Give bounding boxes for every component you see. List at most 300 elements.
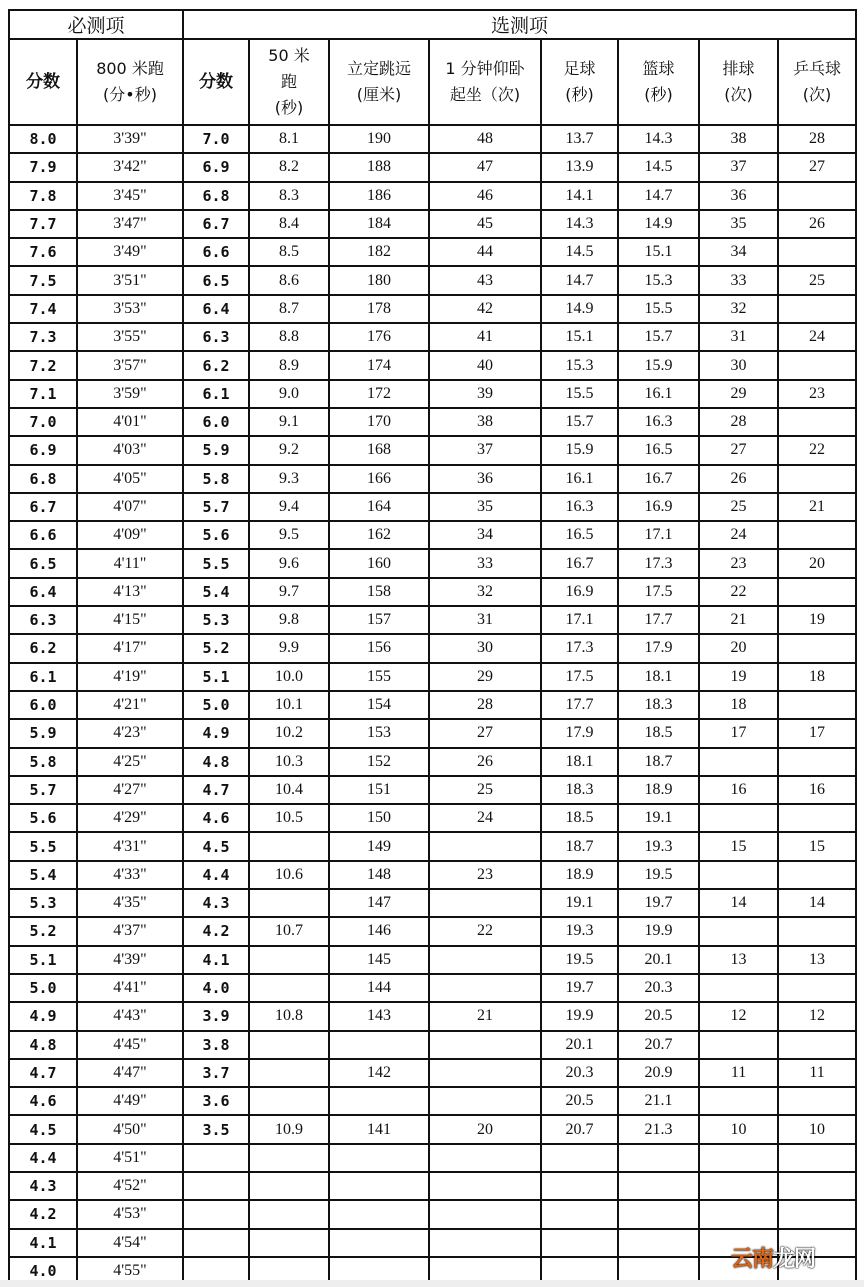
cell-run-50m [249,1031,329,1059]
header-volleyball [699,39,778,125]
cell-pingpong [778,634,856,662]
cell-optional-score: 5.4 [183,578,249,606]
cell-situps [429,946,541,974]
header-line: 分数 [26,72,60,92]
cell-situps: 38 [429,408,541,436]
cell-optional-score [183,1144,249,1172]
cell-score: 7.0 [9,408,77,436]
cell-basketball: 19.9 [618,917,699,945]
cell-volleyball: 25 [699,493,778,521]
cell-run-800m: 3'57" [77,351,183,379]
cell-standing-jump: 151 [329,776,429,804]
cell-pingpong: 15 [778,832,856,860]
header-run-50m [249,39,329,125]
cell-pingpong [778,578,856,606]
cell-score: 6.4 [9,578,77,606]
cell-optional-score: 7.0 [183,125,249,153]
cell-volleyball: 37 [699,153,778,181]
cell-score: 7.8 [9,182,77,210]
cell-basketball: 17.7 [618,606,699,634]
cell-situps: 23 [429,861,541,889]
cell-football: 16.5 [541,521,618,549]
cell-run-50m [249,1200,329,1228]
header-line: 50 米 [268,46,310,65]
cell-football: 15.9 [541,436,618,464]
cell-volleyball: 13 [699,946,778,974]
cell-score: 4.3 [9,1172,77,1200]
cell-volleyball: 38 [699,125,778,153]
cell-run-800m: 4'23" [77,719,183,747]
table-row [9,634,856,662]
cell-pingpong: 22 [778,436,856,464]
cell-volleyball: 15 [699,832,778,860]
page-bottom-edge [0,1280,864,1287]
cell-standing-jump: 148 [329,861,429,889]
table-row [9,351,856,379]
cell-run-50m: 9.3 [249,465,329,493]
cell-run-50m: 10.0 [249,663,329,691]
cell-run-800m: 4'17" [77,634,183,662]
cell-optional-score: 4.9 [183,719,249,747]
cell-run-50m [249,1087,329,1115]
table-row [9,776,856,804]
cell-basketball [618,1200,699,1228]
table-row [9,1144,856,1172]
cell-basketball: 21.3 [618,1115,699,1143]
cell-optional-score: 5.7 [183,493,249,521]
cell-situps: 30 [429,634,541,662]
cell-football: 19.1 [541,889,618,917]
cell-situps: 36 [429,465,541,493]
cell-score: 6.7 [9,493,77,521]
cell-run-800m: 3'53" [77,295,183,323]
cell-optional-score: 3.6 [183,1087,249,1115]
cell-basketball: 18.5 [618,719,699,747]
header-line: (秒) [274,98,304,117]
cell-pingpong [778,465,856,493]
table-row [9,125,856,153]
header-line: 1 分钟仰卧 [445,59,525,78]
cell-optional-score: 4.4 [183,861,249,889]
table-row [9,1229,856,1257]
cell-situps: 41 [429,323,541,351]
table-body [9,125,856,1285]
cell-volleyball: 30 [699,351,778,379]
cell-standing-jump: 186 [329,182,429,210]
cell-optional-score [183,1200,249,1228]
table-row [9,606,856,634]
cell-standing-jump: 170 [329,408,429,436]
cell-standing-jump: 145 [329,946,429,974]
cell-run-50m: 9.4 [249,493,329,521]
cell-run-50m: 10.1 [249,691,329,719]
cell-volleyball: 12 [699,1002,778,1030]
cell-score: 8.0 [9,125,77,153]
cell-run-50m: 9.6 [249,549,329,577]
cell-basketball: 20.7 [618,1031,699,1059]
cell-standing-jump [329,1200,429,1228]
cell-run-800m: 3'59" [77,380,183,408]
cell-run-800m: 4'13" [77,578,183,606]
cell-score: 5.2 [9,917,77,945]
cell-standing-jump: 152 [329,748,429,776]
cell-situps: 22 [429,917,541,945]
cell-situps: 25 [429,776,541,804]
cell-football [541,1144,618,1172]
cell-basketball: 15.9 [618,351,699,379]
cell-standing-jump: 182 [329,238,429,266]
cell-score: 6.5 [9,549,77,577]
cell-score: 6.6 [9,521,77,549]
table-row [9,1031,856,1059]
cell-football: 13.7 [541,125,618,153]
cell-situps [429,889,541,917]
cell-run-50m [249,889,329,917]
cell-run-800m: 4'55" [77,1257,183,1285]
cell-score: 7.1 [9,380,77,408]
cell-run-50m: 10.7 [249,917,329,945]
cell-pingpong: 21 [778,493,856,521]
cell-volleyball: 27 [699,436,778,464]
cell-run-800m: 4'31" [77,832,183,860]
table-row [9,436,856,464]
cell-situps: 33 [429,549,541,577]
cell-basketball: 14.7 [618,182,699,210]
cell-score: 7.5 [9,266,77,294]
cell-football: 16.7 [541,549,618,577]
cell-run-50m: 10.5 [249,804,329,832]
cell-basketball: 20.5 [618,1002,699,1030]
cell-run-800m: 4'07" [77,493,183,521]
cell-pingpong [778,861,856,889]
cell-run-800m: 3'55" [77,323,183,351]
cell-pingpong: 28 [778,125,856,153]
cell-pingpong [778,238,856,266]
cell-run-50m: 10.6 [249,861,329,889]
cell-score: 6.9 [9,436,77,464]
cell-run-50m: 8.4 [249,210,329,238]
cell-run-800m: 4'50" [77,1115,183,1143]
cell-run-800m: 4'03" [77,436,183,464]
header-line: 乒乓球 [793,59,842,78]
cell-football: 16.9 [541,578,618,606]
header-line: 排球 [722,59,755,78]
table-row [9,1200,856,1228]
header-line: (秒) [565,85,594,104]
cell-run-50m [249,1172,329,1200]
cell-run-50m: 8.8 [249,323,329,351]
cell-football: 18.9 [541,861,618,889]
cell-situps: 24 [429,804,541,832]
cell-situps [429,832,541,860]
cell-football: 20.1 [541,1031,618,1059]
cell-pingpong: 11 [778,1059,856,1087]
cell-football: 16.3 [541,493,618,521]
cell-standing-jump: 174 [329,351,429,379]
cell-situps [429,1059,541,1087]
cell-run-50m: 9.0 [249,380,329,408]
cell-standing-jump: 157 [329,606,429,634]
watermark-part2: 龙网 [773,1247,816,1272]
table-row [9,1172,856,1200]
cell-standing-jump: 144 [329,974,429,1002]
cell-run-800m: 4'33" [77,861,183,889]
cell-situps [429,1200,541,1228]
cell-basketball: 15.5 [618,295,699,323]
cell-football [541,1200,618,1228]
cell-football: 17.9 [541,719,618,747]
cell-optional-score: 6.2 [183,351,249,379]
header-line: (秒) [644,85,673,104]
cell-situps [429,1087,541,1115]
cell-standing-jump: 178 [329,295,429,323]
cell-pingpong: 12 [778,1002,856,1030]
cell-run-800m: 4'49" [77,1087,183,1115]
cell-basketball: 20.3 [618,974,699,1002]
cell-score: 5.7 [9,776,77,804]
cell-optional-score: 6.9 [183,153,249,181]
cell-optional-score: 6.7 [183,210,249,238]
score-table [8,9,857,1286]
cell-run-800m: 4'41" [77,974,183,1002]
header-standing-jump [329,39,429,125]
cell-volleyball [699,1087,778,1115]
table-row [9,804,856,832]
cell-basketball: 14.3 [618,125,699,153]
cell-football: 14.9 [541,295,618,323]
cell-run-800m: 4'29" [77,804,183,832]
cell-volleyball: 21 [699,606,778,634]
header-line: 立定跳远 [347,59,412,78]
cell-situps: 48 [429,125,541,153]
cell-pingpong: 23 [778,380,856,408]
cell-standing-jump: 147 [329,889,429,917]
cell-standing-jump: 141 [329,1115,429,1143]
cell-football: 14.1 [541,182,618,210]
cell-standing-jump [329,1031,429,1059]
table-row [9,493,856,521]
cell-volleyball [699,1200,778,1228]
cell-football: 18.7 [541,832,618,860]
header-line: 篮球 [642,59,675,78]
cell-basketball: 19.1 [618,804,699,832]
cell-run-50m: 10.2 [249,719,329,747]
cell-basketball: 16.9 [618,493,699,521]
cell-run-800m: 3'47" [77,210,183,238]
cell-football: 19.5 [541,946,618,974]
cell-situps: 47 [429,153,541,181]
cell-volleyball [699,974,778,1002]
cell-run-800m: 3'45" [77,182,183,210]
cell-situps: 42 [429,295,541,323]
cell-run-800m: 4'19" [77,663,183,691]
cell-football: 17.3 [541,634,618,662]
cell-optional-score: 3.5 [183,1115,249,1143]
cell-optional-score: 5.8 [183,465,249,493]
cell-pingpong: 26 [778,210,856,238]
cell-run-800m: 4'52" [77,1172,183,1200]
cell-situps: 26 [429,748,541,776]
table-row [9,578,856,606]
cell-optional-score: 5.5 [183,549,249,577]
cell-score: 7.2 [9,351,77,379]
table-row [9,917,856,945]
cell-volleyball: 22 [699,578,778,606]
cell-score: 5.1 [9,946,77,974]
cell-optional-score: 4.8 [183,748,249,776]
header-line: 起坐（次) [449,85,521,104]
cell-run-50m: 8.1 [249,125,329,153]
table-row [9,1115,856,1143]
cell-score: 7.4 [9,295,77,323]
header-basketball [618,39,699,125]
cell-situps: 43 [429,266,541,294]
table-row [9,238,856,266]
cell-score: 5.3 [9,889,77,917]
cell-standing-jump: 190 [329,125,429,153]
cell-volleyball: 35 [699,210,778,238]
cell-score: 6.0 [9,691,77,719]
cell-basketball [618,1172,699,1200]
cell-basketball: 18.9 [618,776,699,804]
table-row [9,861,856,889]
cell-score: 5.9 [9,719,77,747]
cell-run-800m: 4'35" [77,889,183,917]
cell-optional-score [183,1172,249,1200]
cell-football: 14.7 [541,266,618,294]
cell-volleyball: 11 [699,1059,778,1087]
cell-optional-score: 3.8 [183,1031,249,1059]
cell-pingpong [778,408,856,436]
cell-run-800m: 4'39" [77,946,183,974]
cell-run-50m [249,974,329,1002]
cell-run-50m: 10.9 [249,1115,329,1143]
cell-situps: 40 [429,351,541,379]
table-row [9,465,856,493]
cell-basketball: 17.1 [618,521,699,549]
cell-basketball: 15.7 [618,323,699,351]
cell-run-800m: 4'51" [77,1144,183,1172]
cell-run-800m: 4'54" [77,1229,183,1257]
header-football [541,39,618,125]
cell-run-50m: 8.3 [249,182,329,210]
cell-pingpong: 17 [778,719,856,747]
header-situps [429,39,541,125]
cell-basketball: 20.9 [618,1059,699,1087]
cell-score: 4.5 [9,1115,77,1143]
cell-basketball: 18.3 [618,691,699,719]
cell-pingpong [778,1144,856,1172]
cell-pingpong: 19 [778,606,856,634]
cell-volleyball [699,748,778,776]
cell-volleyball [699,861,778,889]
cell-pingpong [778,521,856,549]
table-row [9,295,856,323]
cell-standing-jump: 146 [329,917,429,945]
header-line: 800 米跑 [96,59,164,78]
cell-optional-score: 4.3 [183,889,249,917]
cell-run-50m: 10.4 [249,776,329,804]
cell-run-50m: 9.2 [249,436,329,464]
cell-pingpong [778,182,856,210]
cell-situps: 45 [429,210,541,238]
cell-run-800m: 4'45" [77,1031,183,1059]
table-row [9,946,856,974]
cell-basketball: 17.5 [618,578,699,606]
watermark-logo [731,1242,815,1273]
cell-run-800m: 4'25" [77,748,183,776]
cell-run-50m: 8.9 [249,351,329,379]
cell-football: 18.5 [541,804,618,832]
cell-standing-jump: 180 [329,266,429,294]
table-row [9,408,856,436]
cell-basketball: 14.5 [618,153,699,181]
cell-run-50m: 8.2 [249,153,329,181]
cell-pingpong [778,1031,856,1059]
cell-volleyball: 26 [699,465,778,493]
cell-situps: 34 [429,521,541,549]
cell-score: 5.8 [9,748,77,776]
cell-football: 19.9 [541,1002,618,1030]
cell-basketball: 14.9 [618,210,699,238]
header-line: (分•秒) [103,85,157,104]
table-row [9,889,856,917]
cell-basketball: 19.3 [618,832,699,860]
table-row [9,380,856,408]
cell-pingpong [778,1172,856,1200]
cell-situps [429,1144,541,1172]
cell-football: 17.1 [541,606,618,634]
cell-basketball: 15.1 [618,238,699,266]
cell-football: 18.3 [541,776,618,804]
cell-situps: 32 [429,578,541,606]
cell-pingpong [778,295,856,323]
cell-pingpong [778,351,856,379]
cell-standing-jump [329,1229,429,1257]
cell-volleyball: 14 [699,889,778,917]
cell-standing-jump: 158 [329,578,429,606]
cell-score: 6.3 [9,606,77,634]
cell-volleyball: 29 [699,380,778,408]
cell-pingpong: 14 [778,889,856,917]
cell-situps: 44 [429,238,541,266]
cell-basketball: 18.7 [618,748,699,776]
cell-situps [429,974,541,1002]
cell-volleyball [699,917,778,945]
cell-optional-score: 6.6 [183,238,249,266]
cell-run-800m: 4'47" [77,1059,183,1087]
cell-pingpong: 13 [778,946,856,974]
header-pingpong [778,39,856,125]
cell-volleyball: 18 [699,691,778,719]
cell-run-50m [249,1059,329,1087]
cell-volleyball: 36 [699,182,778,210]
cell-score: 4.0 [9,1257,77,1285]
cell-volleyball: 28 [699,408,778,436]
cell-standing-jump: 155 [329,663,429,691]
cell-pingpong [778,974,856,1002]
cell-football: 17.7 [541,691,618,719]
cell-score: 6.8 [9,465,77,493]
cell-run-800m: 4'43" [77,1002,183,1030]
cell-score: 4.8 [9,1031,77,1059]
header-line: 分数 [199,72,234,92]
cell-score: 4.2 [9,1200,77,1228]
cell-pingpong: 24 [778,323,856,351]
cell-score: 6.2 [9,634,77,662]
header-score [9,39,77,125]
cell-volleyball: 34 [699,238,778,266]
